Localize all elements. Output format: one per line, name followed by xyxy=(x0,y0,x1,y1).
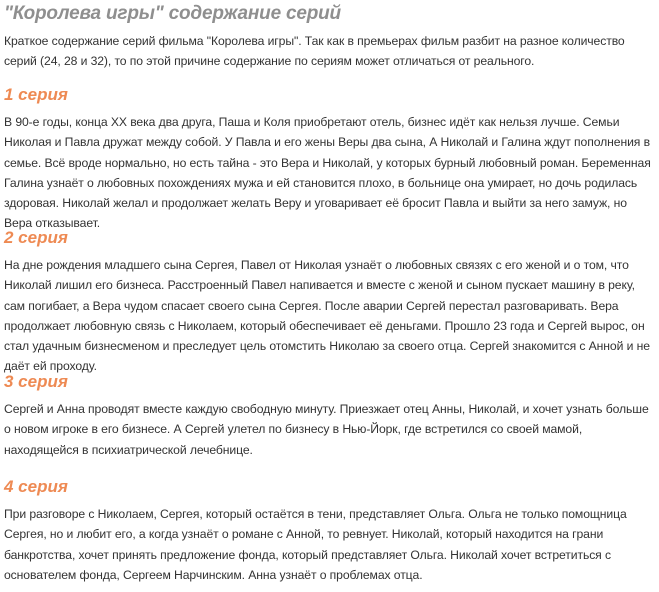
episode-heading-3: 3 серия xyxy=(4,372,68,391)
episode-text-2: На дне рождения младшего сына Сергея, Павел от Николая узнаёт о любовных связях с его женой и о том, что Николай лишил его бизнеса. Расстроенный Павел напивается и вместе с женой и сыном пускает машину в реку, сам погибает, а Вера чудом спасает своего сына Сергея. После аварии Сергей перестал разговаривать. Вера продолжает любовную связь с Николаем, который обеспечивает её деньгами. Прошло 23 года и Сергей вырос, он стал удачным бизнесменом и преследует цель отомстить Николаю за своего отца. Сергей знакомится с Анной и не даёт ей проходу. xyxy=(4,258,650,374)
episode-text-3: Сергей и Анна проводят вместе каждую свободную минуту. Приезжает отец Анны, Николай, и хочет узнать больше о новом игроке в его бизнесе. А Сергей улетел по бизнесу в Нью-Йорк, где встретился со своей мамой, находящейся в психиатрической лечебнице. xyxy=(4,402,649,457)
article xyxy=(4,0,656,582)
episode-text-4: При разговоре с Николаем, Сергея, который остаётся в тени, представляет Ольга. Ольга не только помощница Сергея, но и любит его, а когда узнаёт о романе с Анной, то ревнует. Николай, который находится на грани банкротства, хочет принять предложение фонда, который представляет Ольга. Николай хочет встретиться с основателем фонда, Сергеем Нарчинским. Анна узнаёт о проблемах отца. xyxy=(4,507,627,582)
intro-paragraph: Краткое содержание серий фильма "Королева игры". Так как в премьерах фильм разбит на разное количество серий (24, 28 и 32), то по этой причине содержание по сериям может отличаться от реального. xyxy=(4,34,625,68)
episode-section-4 xyxy=(4,476,656,585)
page-title: "Королева игры" содержание серий xyxy=(4,3,341,24)
episode-heading-2: 2 серия xyxy=(4,228,68,247)
episode-section-3 xyxy=(4,371,656,460)
episode-heading-1: 1 серия xyxy=(4,85,68,104)
episode-text-1: В 90-е годы, конца XX века два друга, Паша и Коля приобретают отель, бизнес идёт как нельзя лучше. Семьи Николая и Павла дружат между собой. У Павла и его жены Веры два сына, А Николай и Галина ждут пополнения в семье. Всё вроде нормально, но есть тайна - это Вера и Николай, у которых бурный любовный роман. Беременная Галина узнаёт о любовных похождениях мужа и ей становится плохо, в больнице она умирает, но дочь родилась здоровая. Николай желал и продолжает желать Веру и уговаривает её бросит Павла и выйти за него замуж, но Вера отказывает. xyxy=(4,115,651,231)
episode-heading-4: 4 серия xyxy=(4,477,68,496)
episode-section-1 xyxy=(4,84,656,234)
episode-section-2 xyxy=(4,227,656,377)
